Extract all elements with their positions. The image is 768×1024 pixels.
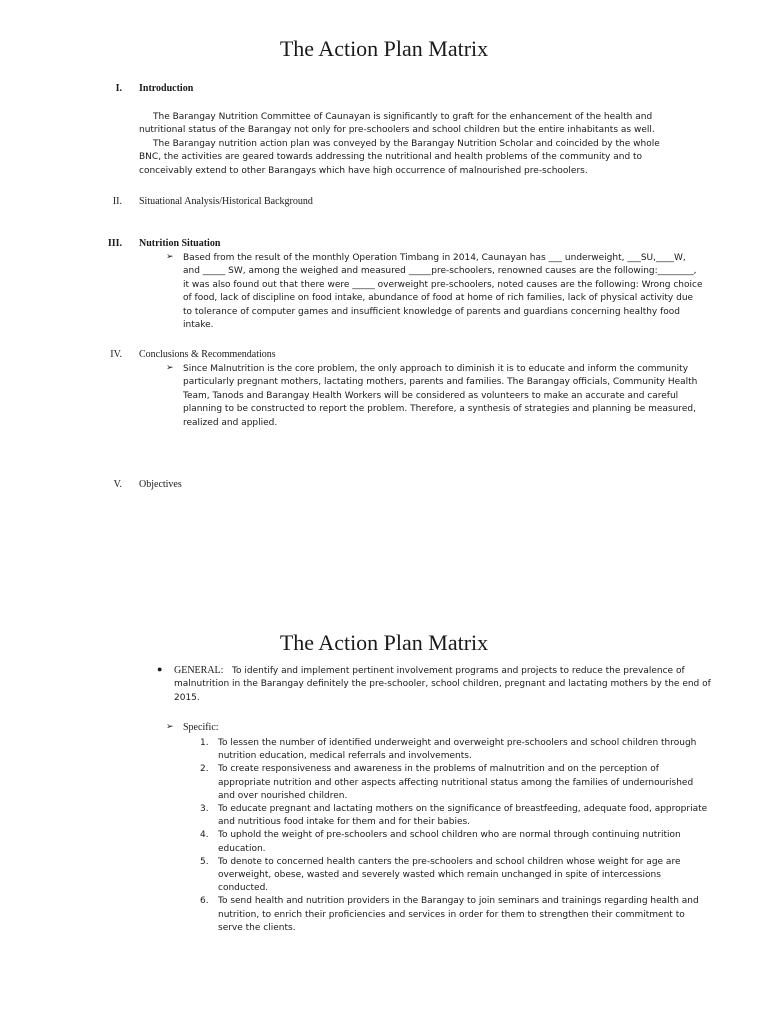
item-number: 6.	[200, 896, 209, 907]
introduction-text	[139, 111, 679, 178]
item-number: 4.	[200, 830, 209, 841]
specific-objectives-list	[200, 737, 708, 935]
section-introduction	[0, 83, 768, 97]
item-text: To send health and nutrition providers in the Barangay to join seminars and trainings regarding health and nutrition, to enrich their proficiencies and services in order for them to strengthen their commitment to serve the clients.	[218, 896, 699, 933]
list-item	[200, 803, 708, 829]
arrow-bullet-icon: ➢	[166, 252, 174, 262]
conclusions-text: Since Malnutrition is the core problem, the only approach to diminish it is to educate and inform the community particularly pregnant mothers, lactating mothers, parents and families. The Barangay officials, Community Health Team, Tanods and Barangay Health Workers will be considered as volunteers to make an accurate and careful planning to be constructed to report the problem. Therefore, a synthesis of strategies and planning be measured, realized and applied.	[183, 364, 698, 428]
item-number: 3.	[200, 804, 209, 815]
arrow-bullet-icon: ➢	[166, 363, 174, 373]
list-item	[200, 829, 708, 855]
page-title: The Action Plan Matrix	[279, 36, 489, 61]
section-number: III.	[107, 238, 122, 249]
section-nutrition-situation	[0, 238, 768, 252]
list-item	[200, 895, 708, 935]
general-objective	[174, 664, 714, 705]
section-number: I.	[115, 83, 122, 94]
section-label: Situational Analysis/Historical Background	[139, 196, 313, 207]
section-label: Introduction	[139, 83, 194, 94]
item-text: To educate pregnant and lactating mothers on the significance of breastfeeding, adequate food, appropriate and nutritious food intake for them and for their babies.	[218, 804, 708, 828]
item-number: 5.	[200, 856, 209, 867]
item-text: To create responsiveness and awareness in the problems of malnutrition and on the perception of appropriate nutrition and other aspects affecting nutritional status among the families of undernourished and over nourished children.	[218, 764, 694, 801]
section-label: Conclusions & Recommendations	[139, 349, 276, 360]
section-objectives	[0, 479, 768, 493]
section-number: IV.	[110, 349, 122, 360]
section-number: II.	[112, 196, 122, 207]
general-text: To identify and implement pertinent involvement programs and projects to reduce the prevalence of malnutrition in the Barangay definitely the pre-schooler, school children, pregnant and lactating mothers by the end of 2015.	[174, 666, 711, 703]
bullet-icon: ●	[157, 664, 163, 674]
nutrition-situation-text: Based from the result of the monthly Operation Timbang in 2014, Caunayan has ___ underweight, ___SU,____W, and _____ SW, among the weighed and measured _____pre-schoolers, renowned causes are the following:________, it was also found out that there were _____ overweight pre-schoolers, noted causes are the following: Wrong choice of food, lack of discipline on food intake, abundance of food at home of rich families, lack of physical activity due to tolerance of computer games and insufficient knowledge of parents and guardians concerning healthy food intake.	[183, 253, 703, 331]
list-item	[200, 763, 708, 803]
intro-paragraph: The Barangay Nutrition Committee of Caunayan is significantly to graft for the enhancement of the health and nutritional status of the Barangay not only for pre-schoolers and school children but the entire inhabitants as well.	[139, 112, 655, 136]
section-number: V.	[113, 479, 122, 490]
item-text: To lessen the number of identified underweight and overweight pre-schoolers and school children through nutrition education, medical referrals and involvements.	[218, 738, 697, 762]
section-conclusions	[0, 349, 768, 363]
arrow-bullet-icon: ➢	[166, 722, 174, 732]
specific-label: Specific:	[183, 722, 219, 733]
list-item	[200, 737, 708, 763]
item-number: 2.	[200, 764, 209, 775]
list-item	[200, 856, 708, 896]
page-title: The Action Plan Matrix	[279, 630, 489, 655]
intro-paragraph: The Barangay nutrition action plan was conveyed by the Barangay Nutrition Scholar and coincided by the whole BNC, the activities are geared towards addressing the nutritional and health problems of the community and to conceivably extend to other Barangays which have high occurrence of malnourished pre-schoolers.	[139, 138, 660, 176]
item-text: To uphold the weight of pre-schoolers and school children who are normal through continuing nutrition education.	[218, 830, 681, 854]
section-label: Objectives	[139, 479, 182, 490]
section-situational-analysis	[0, 196, 768, 210]
section-label: Nutrition Situation	[139, 238, 221, 249]
general-label: GENERAL:	[174, 665, 224, 676]
item-number: 1.	[200, 738, 209, 748]
item-text: To denote to concerned health canters the pre-schoolers and school children whose weight for age are overweight, obese, wasted and severely wasted which remain unchanged in spite of intercessions conducted.	[218, 856, 681, 894]
